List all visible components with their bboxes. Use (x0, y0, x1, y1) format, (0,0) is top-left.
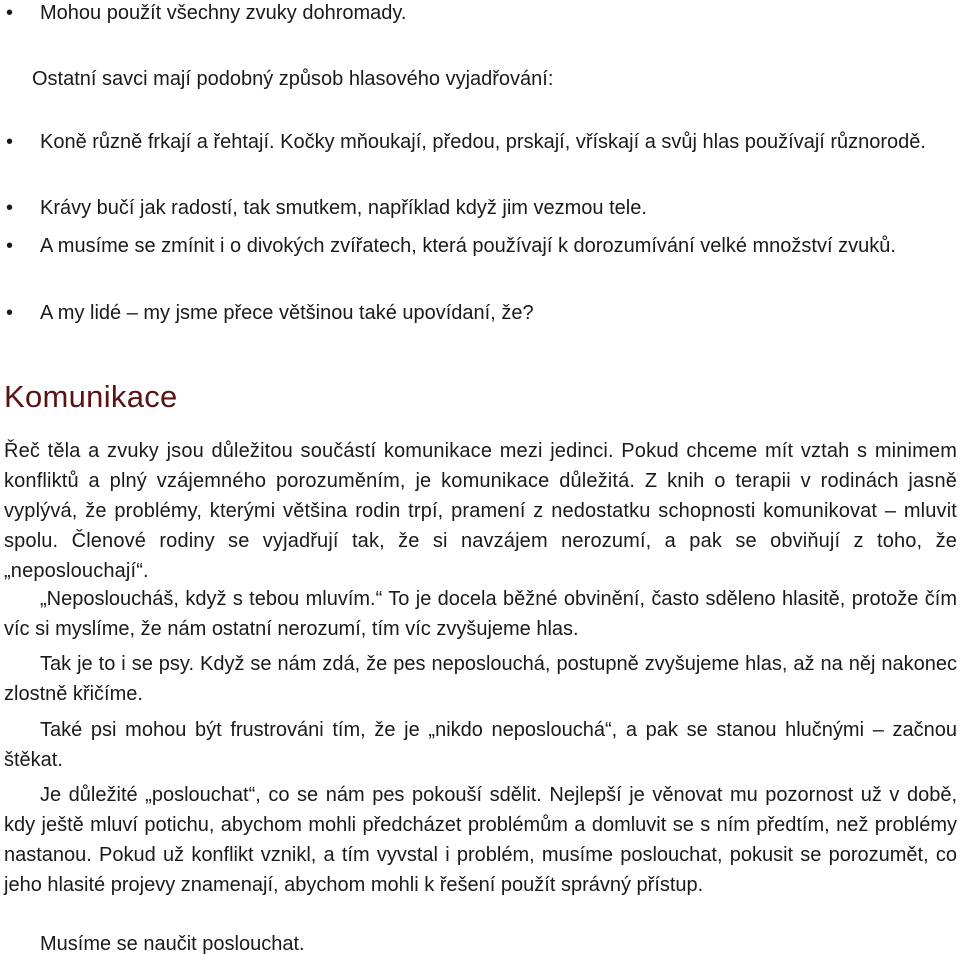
list-item (0, 193, 958, 223)
list-item-text: A musíme se zmínit i o divokých zvířatech, která používají k dorozumívání velké množství zvuků. (40, 235, 896, 257)
bullet-marker: • (6, 2, 14, 24)
list-item (0, 127, 958, 157)
bullet-marker: • (6, 302, 14, 324)
list-item (0, 0, 958, 28)
bullet-marker: • (6, 197, 14, 219)
paragraph: Také psi mohou být frustrováni tím, že je „nikdo neposlouchá“, a pak se stanou hlučnými – začnou štěkat. (4, 719, 957, 771)
list-item (0, 231, 958, 261)
paragraph: Tak je to i se psy. Když se nám zdá, že pes neposlouchá, postupně zvyšujeme hlas, až na něj nakonec zlostně křičíme. (4, 653, 957, 705)
intro-line: Ostatní savci mají podobný způsob hlasového vyjadřování: (32, 68, 554, 90)
paragraph: Řeč těla a zvuky jsou důležitou součástí komunikace mezi jedinci. Pokud chceme mít vztah s minimem konfliktů a plný vzájemného porozuměním, je komunikace důležitá. Z knih o terapii v rodinách jasně vyplývá, že problémy, kterými většina rodin trpí, pramení z nedostatku schopnosti komunikovat – mluvit spolu. Členové rodiny se vyjadřují tak, že si navzájem nerozumí, a pak se obviňují z toho, že „neposlouchají“. (4, 440, 957, 582)
bullet-marker: • (6, 131, 14, 153)
list-item-text: A my lidé – my jsme přece většinou také upovídaní, že? (40, 302, 534, 324)
paragraph: „Neposloucháš, když s tebou mluvím.“ To je docela běžné obvinění, často sděleno hlasitě, protože čím víc si myslíme, že nám ostatní nerozumí, tím víc zvyšujeme hlas. (4, 588, 957, 640)
section-title: Komunikace (4, 379, 178, 414)
list-item (0, 298, 958, 328)
list-item-text: Mohou použít všechny zvuky dohromady. (40, 2, 407, 24)
bullet-marker: • (6, 235, 14, 257)
list-item-text: Krávy bučí jak radostí, tak smutkem, například když jim vezmou tele. (40, 197, 647, 219)
paragraph: Musíme se naučit poslouchat. (40, 933, 305, 955)
list-item-text: Koně různě frkají a řehtají. Kočky mňoukají, předou, prskají, vřískají a svůj hlas používají různorodě. (40, 131, 926, 153)
paragraph: Je důležité „poslouchat“, co se nám pes pokouší sdělit. Nejlepší je věnovat mu pozornost už v době, kdy ještě mluví potichu, abychom mohli předcházet problémům a domluvit se s ním předtím, než problémy nastanou. Pokud už konflikt vznikl, a tím vyvstal i problém, musíme poslouchat, pokusit se porozumět, co jeho hlasité projevy znamenají, abychom mohli k řešení použít správný přístup. (4, 784, 957, 896)
